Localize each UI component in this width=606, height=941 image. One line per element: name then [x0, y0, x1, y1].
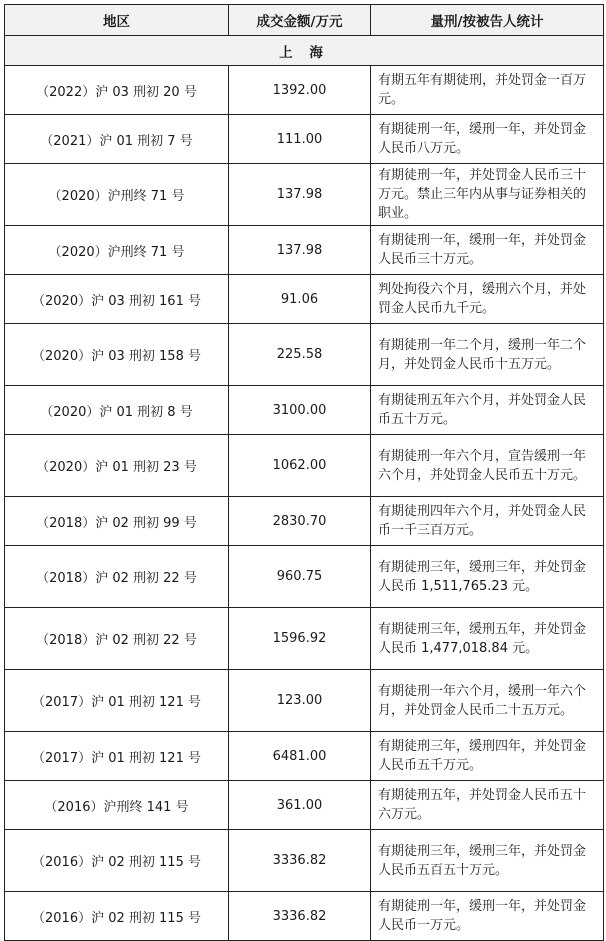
- case-number-cell: （2022）沪 03 刑初 20 号: [5, 66, 229, 115]
- table-row: [5, 608, 604, 670]
- amount-cell: 960.75: [229, 546, 371, 608]
- case-number-cell: （2018）沪 02 刑初 99 号: [5, 497, 229, 546]
- sentence-cell: 有期徒刑一年，缓刑一年，并处罚金人民币三十万元。: [371, 226, 604, 275]
- table-row: [5, 732, 604, 781]
- sentence-cell: 有期徒刑三年，缓刑五年，并处罚金人民币 1,477,018.84 元。: [371, 608, 604, 670]
- amount-cell: 3336.82: [229, 892, 371, 941]
- region-row: [5, 36, 604, 66]
- case-number-cell: （2018）沪 02 刑初 22 号: [5, 546, 229, 608]
- sentence-cell: 有期徒刑一年六个月，宣告缓刑一年六个月，并处罚金人民币五十万元。: [371, 435, 604, 497]
- table-row: [5, 670, 604, 732]
- amount-cell: 123.00: [229, 670, 371, 732]
- sentence-cell: 有期徒刑五年，并处罚金人民币五十六万元。: [371, 781, 604, 830]
- amount-cell: 111.00: [229, 115, 371, 164]
- region-label: 上 海: [5, 36, 604, 66]
- header-region: 地区: [5, 5, 229, 36]
- table-row: [5, 830, 604, 892]
- sentence-cell: 有期徒刑一年，缓刑一年，并处罚金人民币八万元。: [371, 115, 604, 164]
- amount-cell: 137.98: [229, 164, 371, 226]
- case-number-cell: （2020）沪刑终 71 号: [5, 164, 229, 226]
- sentencing-table: [4, 4, 604, 941]
- sentence-cell: 有期徒刑三年，缓刑四年，并处罚金人民币五千万元。: [371, 732, 604, 781]
- case-number-cell: （2016）沪 02 刑初 115 号: [5, 830, 229, 892]
- case-number-cell: （2020）沪 01 刑初 23 号: [5, 435, 229, 497]
- header-amount: 成交金额/万元: [229, 5, 371, 36]
- amount-cell: 1596.92: [229, 608, 371, 670]
- amount-cell: 1062.00: [229, 435, 371, 497]
- table-row: [5, 386, 604, 435]
- amount-cell: 3336.82: [229, 830, 371, 892]
- table-row: [5, 324, 604, 386]
- table-row: [5, 781, 604, 830]
- table-row: [5, 435, 604, 497]
- case-number-cell: （2017）沪 01 刑初 121 号: [5, 670, 229, 732]
- sentence-cell: 有期徒刑一年，并处罚金人民币三十万元。禁止三年内从事与证券相关的职业。: [371, 164, 604, 226]
- sentence-cell: 有期徒刑一年，缓刑一年，并处罚金人民币一万元。: [371, 892, 604, 941]
- sentence-cell: 有期徒刑四年六个月，并处罚金人民币一千三百万元。: [371, 497, 604, 546]
- table-row: [5, 115, 604, 164]
- table-row: [5, 546, 604, 608]
- sentence-cell: 有期徒刑一年二个月，缓刑一年二个月，并处罚金人民币十五万元。: [371, 324, 604, 386]
- sentence-cell: 判处拘役六个月，缓刑六个月，并处罚金人民币九千元。: [371, 275, 604, 324]
- header-sentence: 量刑/按被告人统计: [371, 5, 604, 36]
- amount-cell: 1392.00: [229, 66, 371, 115]
- amount-cell: 91.06: [229, 275, 371, 324]
- case-number-cell: （2020）沪 03 刑初 158 号: [5, 324, 229, 386]
- case-number-cell: （2020）沪 03 刑初 161 号: [5, 275, 229, 324]
- sentence-cell: 有期徒刑三年，缓刑三年，并处罚金人民币 1,511,765.23 元。: [371, 546, 604, 608]
- amount-cell: 3100.00: [229, 386, 371, 435]
- case-number-cell: （2021）沪 01 刑初 7 号: [5, 115, 229, 164]
- case-number-cell: （2020）沪刑终 71 号: [5, 226, 229, 275]
- amount-cell: 6481.00: [229, 732, 371, 781]
- table-row: [5, 497, 604, 546]
- case-number-cell: （2016）沪 02 刑初 115 号: [5, 892, 229, 941]
- table-row: [5, 164, 604, 226]
- table-row: [5, 275, 604, 324]
- case-number-cell: （2020）沪 01 刑初 8 号: [5, 386, 229, 435]
- amount-cell: 2830.70: [229, 497, 371, 546]
- case-number-cell: （2016）沪刑终 141 号: [5, 781, 229, 830]
- table-row: [5, 892, 604, 941]
- sentence-cell: 有期五年有期徒刑，并处罚金一百万元。: [371, 66, 604, 115]
- amount-cell: 225.58: [229, 324, 371, 386]
- sentence-cell: 有期徒刑三年，缓刑三年，并处罚金人民币五百五十万元。: [371, 830, 604, 892]
- sentence-cell: 有期徒刑一年六个月，缓刑一年六个月，并处罚金人民币二十五万元。: [371, 670, 604, 732]
- header-row: [5, 5, 604, 36]
- amount-cell: 137.98: [229, 226, 371, 275]
- sentence-cell: 有期徒刑五年六个月，并处罚金人民币五十万元。: [371, 386, 604, 435]
- table-row: [5, 66, 604, 115]
- case-number-cell: （2018）沪 02 刑初 22 号: [5, 608, 229, 670]
- table-row: [5, 226, 604, 275]
- case-number-cell: （2017）沪 01 刑初 121 号: [5, 732, 229, 781]
- amount-cell: 361.00: [229, 781, 371, 830]
